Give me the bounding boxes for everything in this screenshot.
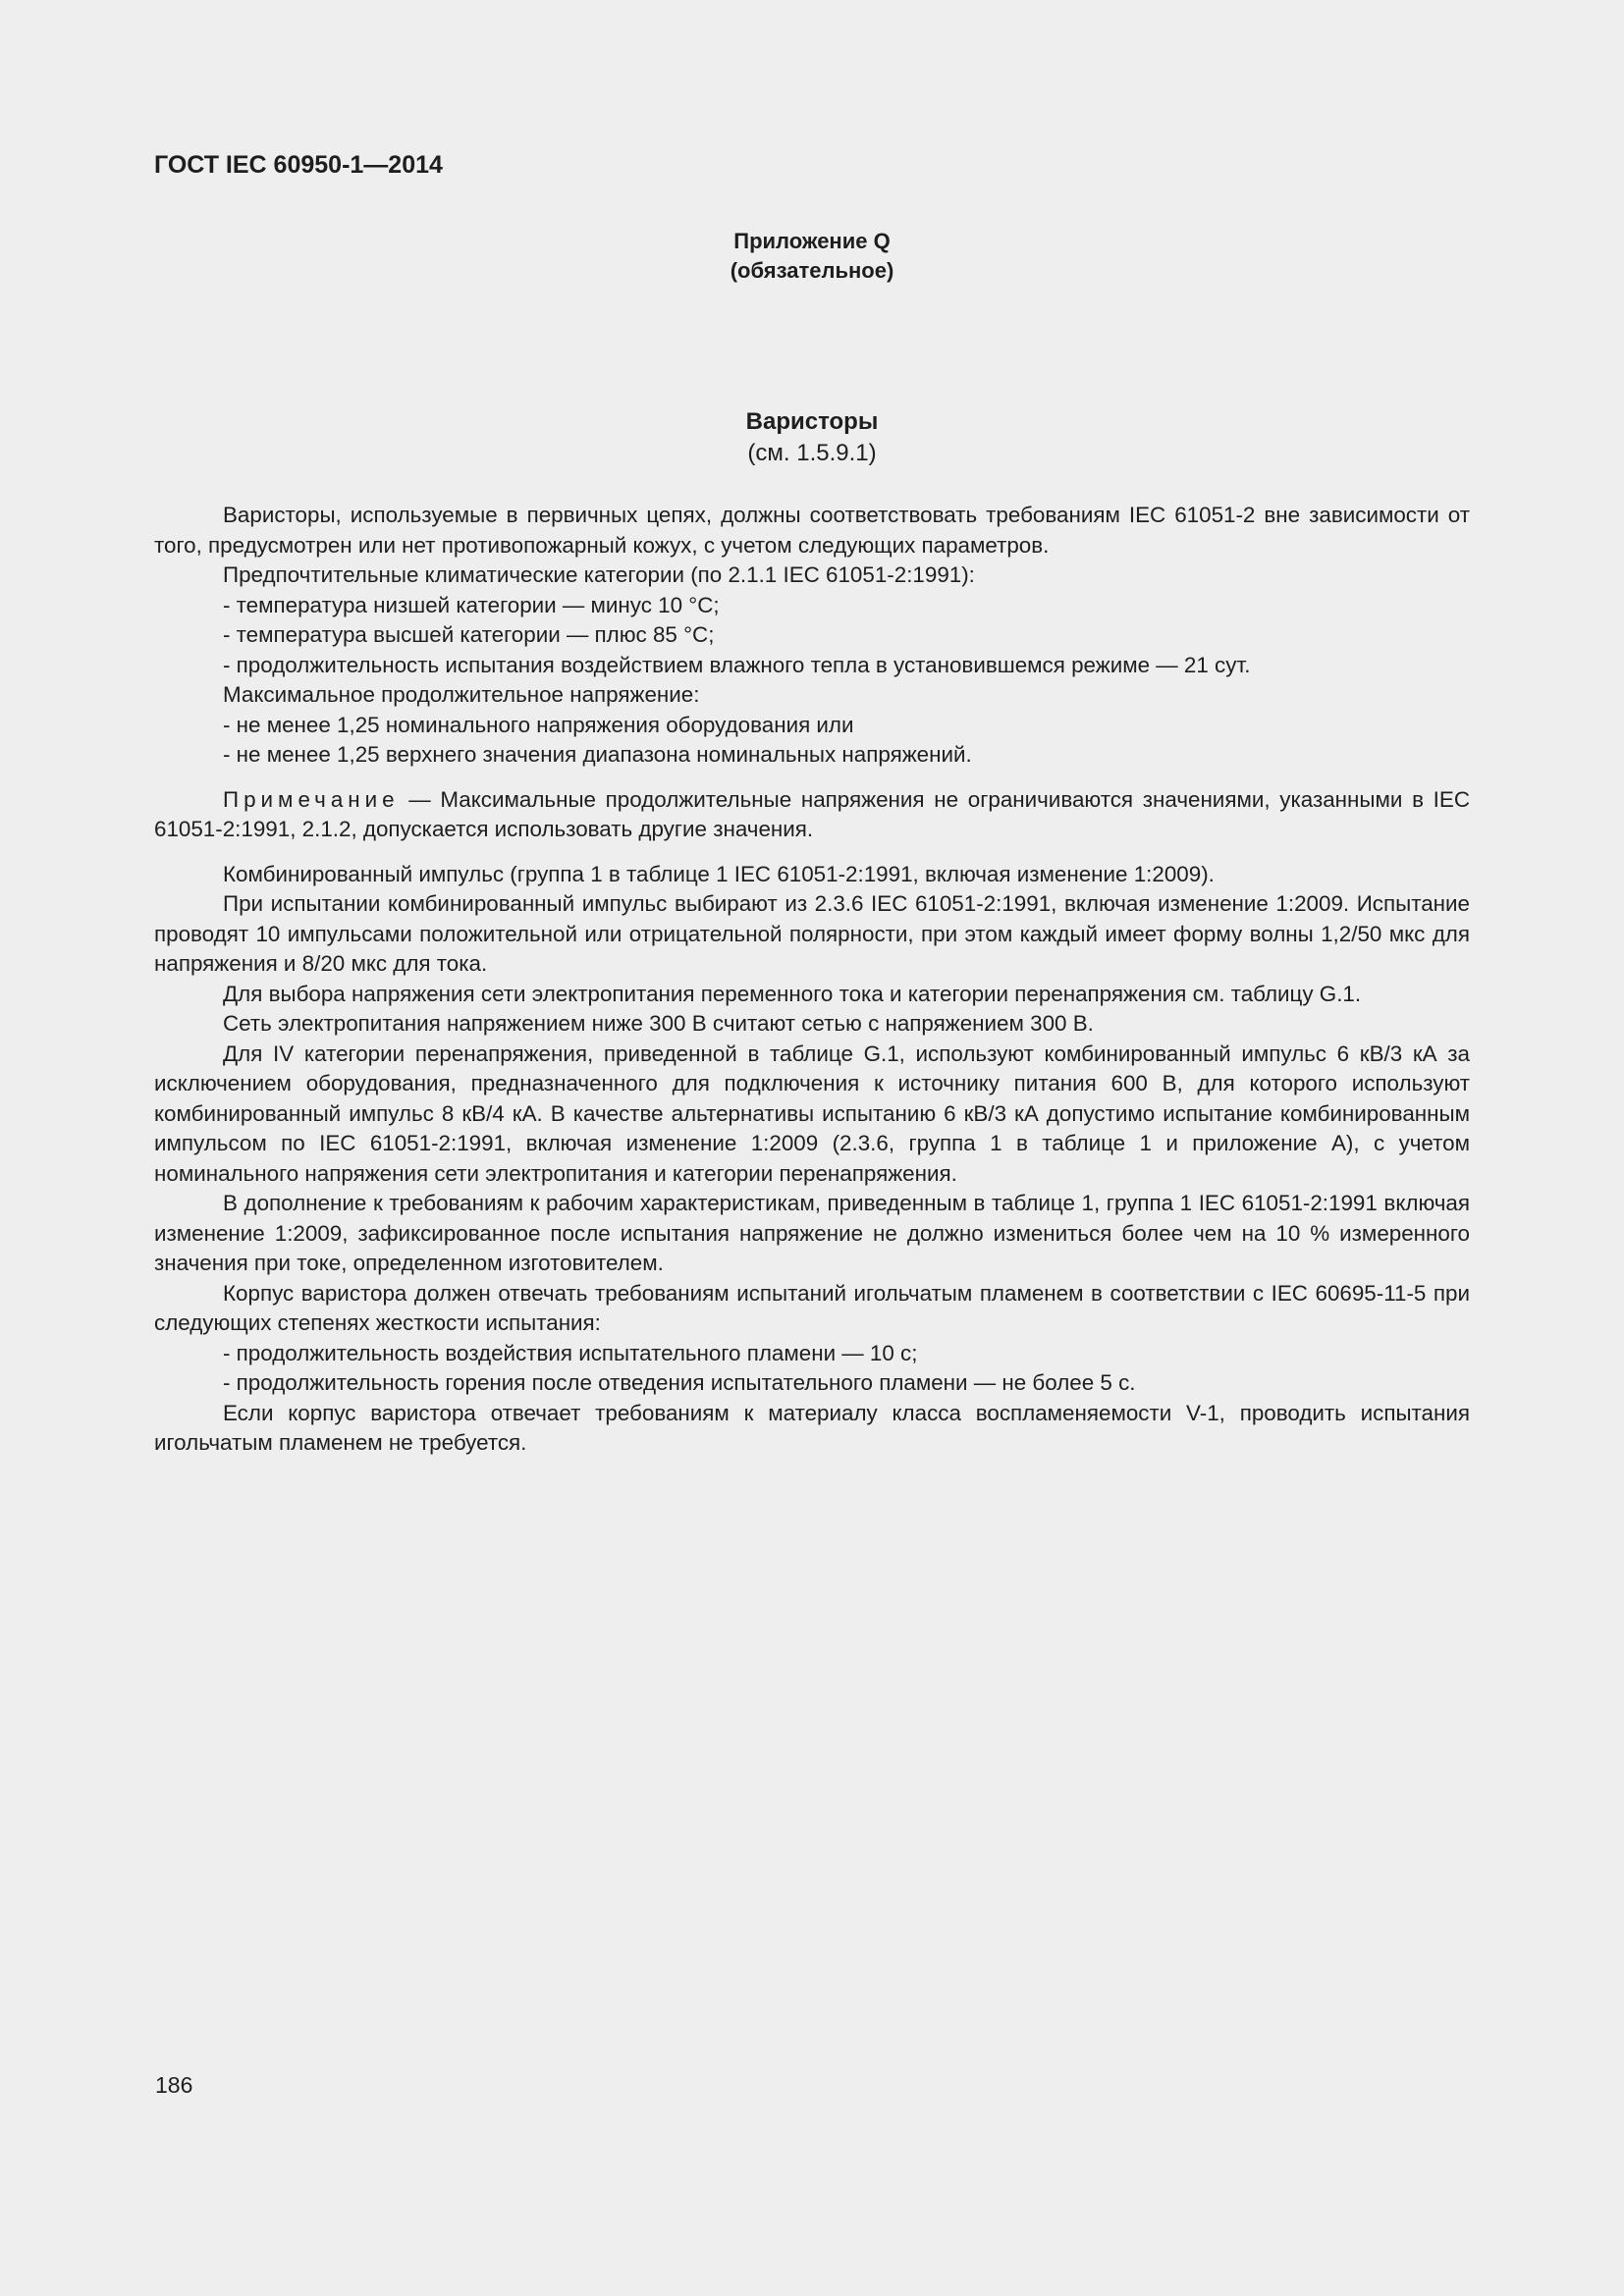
paragraph-max-voltage: Максимальное продолжительное напряжение: [223,682,700,707]
section-title: Варисторы [745,408,879,435]
list-item: - не менее 1,25 верхнего значения диапазона номинальных напряжений. [223,742,972,767]
paragraph-voltage-selection: Для выбора напряжения сети электропитания переменного тока и категории перенапряжения см. таблицу G.1. [223,981,1362,1006]
section-heading [0,406,1624,469]
paragraph-300v-network: Сеть электропитания напряжением ниже 300 В считают сетью с напряжением 300 В. [223,1011,1094,1036]
annex-status: (обязательное) [730,258,894,283]
paragraph-impulse-test: При испытании комбинированный импульс выбирают из 2.3.6 IEC 61051-2:1991, включая изменение 1:2009. Испытание проводят 10 импульсами положительной или отрицательной полярности, при этом каждый имеет форму волны 1,2/50 мкс для напряжения и 8/20 мкс для тока. [154,891,1470,976]
list-item: - температура высшей категории — плюс 85 °С; [223,622,715,647]
list-item: - продолжительность горения после отведения испытательного пламени — не более 5 с. [223,1370,1136,1395]
note-text: — Максимальные продолжительные напряжения не ограничиваются значениями, указанными в IEC 61051-2:1991, 2.1.2, допускается использовать другие значения. [154,786,1470,841]
list-item: - продолжительность испытания воздействием влажного тепла в установившемся режиме — 21 сут. [223,652,1251,677]
note-paragraph [154,785,1470,845]
document-body [154,501,1470,1459]
annex-heading [0,227,1624,286]
list-item: - продолжительность воздействия испытательного пламени — 10 с; [223,1340,918,1365]
paragraph-intro: Варисторы, используемые в первичных цепях, должны соответствовать требованиям IEC 61051-2 вне зависимости от того, предусмотрен или нет противопожарный кожух, с учетом следующих параметров. [154,503,1470,558]
list-item: - не менее 1,25 номинального напряжения оборудования или [223,712,854,737]
paragraph-performance: В дополнение к требованиям к рабочим характеристикам, приведенным в таблице 1, группа 1 IEC 61051-2:1991 включая изменение 1:2009, зафиксированное после испытания напряжение не должно измениться более чем на 10 % измеренного значения при токе, определенном изготовителем. [154,1191,1470,1275]
document-standard-id: ГОСТ IEC 60950-1—2014 [154,151,443,179]
paragraph-needle-flame: Корпус варистора должен отвечать требованиям испытаний игольчатым пламенем в соответствии с IEC 60695-11-5 при следующих степенях жесткости испытания: [154,1280,1470,1335]
section-reference: (см. 1.5.9.1) [747,440,877,466]
paragraph-v1-class: Если корпус варистора отвечает требованиям к материалу класса воспламеняемости V-1, проводить испытания игольчатым пламенем не требуется. [154,1400,1470,1455]
paragraph-category-iv: Для IV категории перенапряжения, приведенной в таблице G.1, используют комбинированный импульс 6 кВ/3 кА за исключением оборудования, предназначенного для подключения к источнику питания 600 В, для которого используют комбинированный импульс 8 кВ/4 кА. В качестве альтернативы испытанию 6 кВ/3 кА допустимо испытание комбинированным импульсом по IEC 61051-2:1991, включая изменение 1:2009 (2.3.6, группа 1 в таблице 1 и приложение А), с учетом номинального напряжения сети электропитания и категории перенапряжения. [154,1041,1470,1186]
page-number: 186 [155,2072,193,2098]
note-label: Примечание [223,786,400,812]
list-item: - температура низшей категории — минус 10 °С; [223,592,720,617]
paragraph-climate-categories: Предпочтительные климатические категории (по 2.1.1 IEC 61051-2:1991): [223,562,975,587]
paragraph-combined-impulse: Комбинированный импульс (группа 1 в таблице 1 IEC 61051-2:1991, включая изменение 1:2009). [223,861,1215,886]
annex-title: Приложение Q [733,229,891,253]
